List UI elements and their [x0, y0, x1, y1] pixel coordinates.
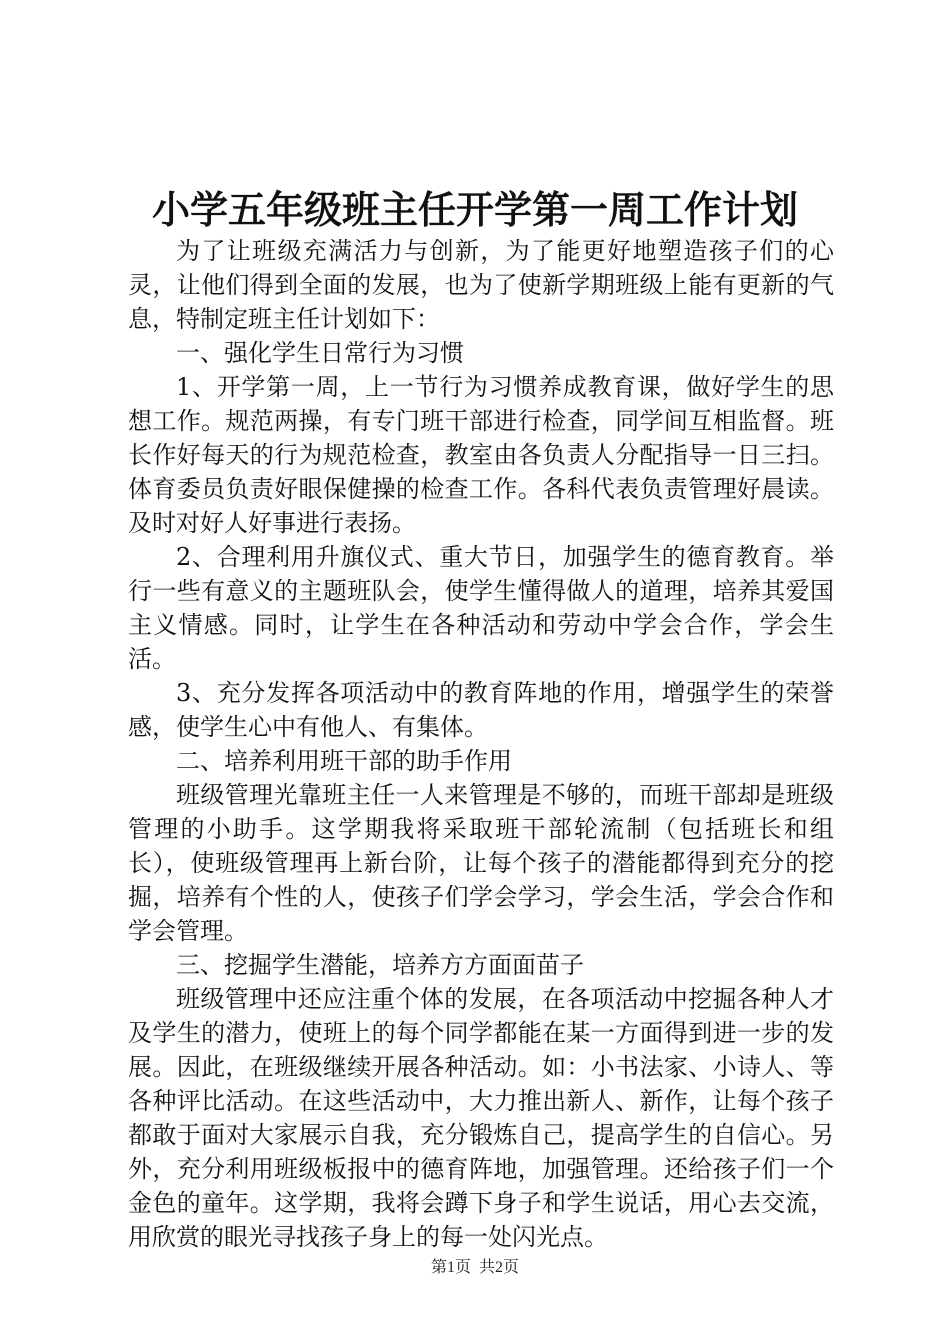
heading-section-2: 二、培养利用班干部的助手作用 — [176, 747, 512, 775]
paragraph-item-1: 1、开学第一周，上一节行为习惯养成教育课，做好学生的思想工作。规范两操，有专门班干部进行检查，同学间互相监督。班长作好每天的行为规范检查，教室由各负责人分配指导一日三扫。体育委员负责好眼保健操的检查工作。各科代表负责管理好晨读。及时对好人好事进行表扬。 — [128, 373, 834, 537]
heading-section-1: 一、强化学生日常行为习惯 — [176, 339, 464, 367]
document-body — [128, 234, 834, 1254]
page-footer — [0, 1257, 950, 1279]
document-title: 小学五年级班主任开学第一周工作计划 — [151, 187, 798, 232]
page-number: 第1页 共2页 — [430, 1259, 519, 1276]
paragraph-section-2: 班级管理光靠班主任一人来管理是不够的，而班干部却是班级管理的小助手。这学期我将采取班干部轮流制（包括班长和组长），使班级管理再上新台阶，让每个孩子的潜能都得到充分的挖掘，培养有个性的人，使孩子们学会学习，学会生活，学会合作和学会管理。 — [128, 781, 834, 945]
heading-section-3: 三、挖掘学生潜能，培养方方面面苗子 — [176, 951, 584, 979]
paragraph-item-3: 3、充分发挥各项活动中的教育阵地的作用，增强学生的荣誉感，使学生心中有他人、有集体。 — [128, 679, 834, 741]
paragraph-item-2: 2、合理利用升旗仪式、重大节日，加强学生的德育教育。举行一些有意义的主题班队会，使学生懂得做人的道理，培养其爱国主义情感。同时，让学生在各种活动和劳动中学会合作，学会生活。 — [128, 543, 834, 673]
paragraph-intro: 为了让班级充满活力与创新，为了能更好地塑造孩子们的心灵，让他们得到全面的发展，也为了使新学期班级上能有更新的气息，特制定班主任计划如下： — [128, 237, 834, 333]
paragraph-section-3: 班级管理中还应注重个体的发展，在各项活动中挖掘各种人才及学生的潜力，使班上的每个同学都能在某一方面得到进一步的发展。因此，在班级继续开展各种活动。如：小书法家、小诗人、等各种评比活动。在这些活动中，大力推出新人、新作，让每个孩子都敢于面对大家展示自我，充分锻炼自己，提高学生的自信心。另外，充分利用班级板报中的德育阵地，加强管理。还给孩子们一个金色的童年。这学期，我将会蹲下身子和学生说话，用心去交流，用欣赏的眼光寻找孩子身上的每一处闪光点。 — [128, 985, 834, 1251]
